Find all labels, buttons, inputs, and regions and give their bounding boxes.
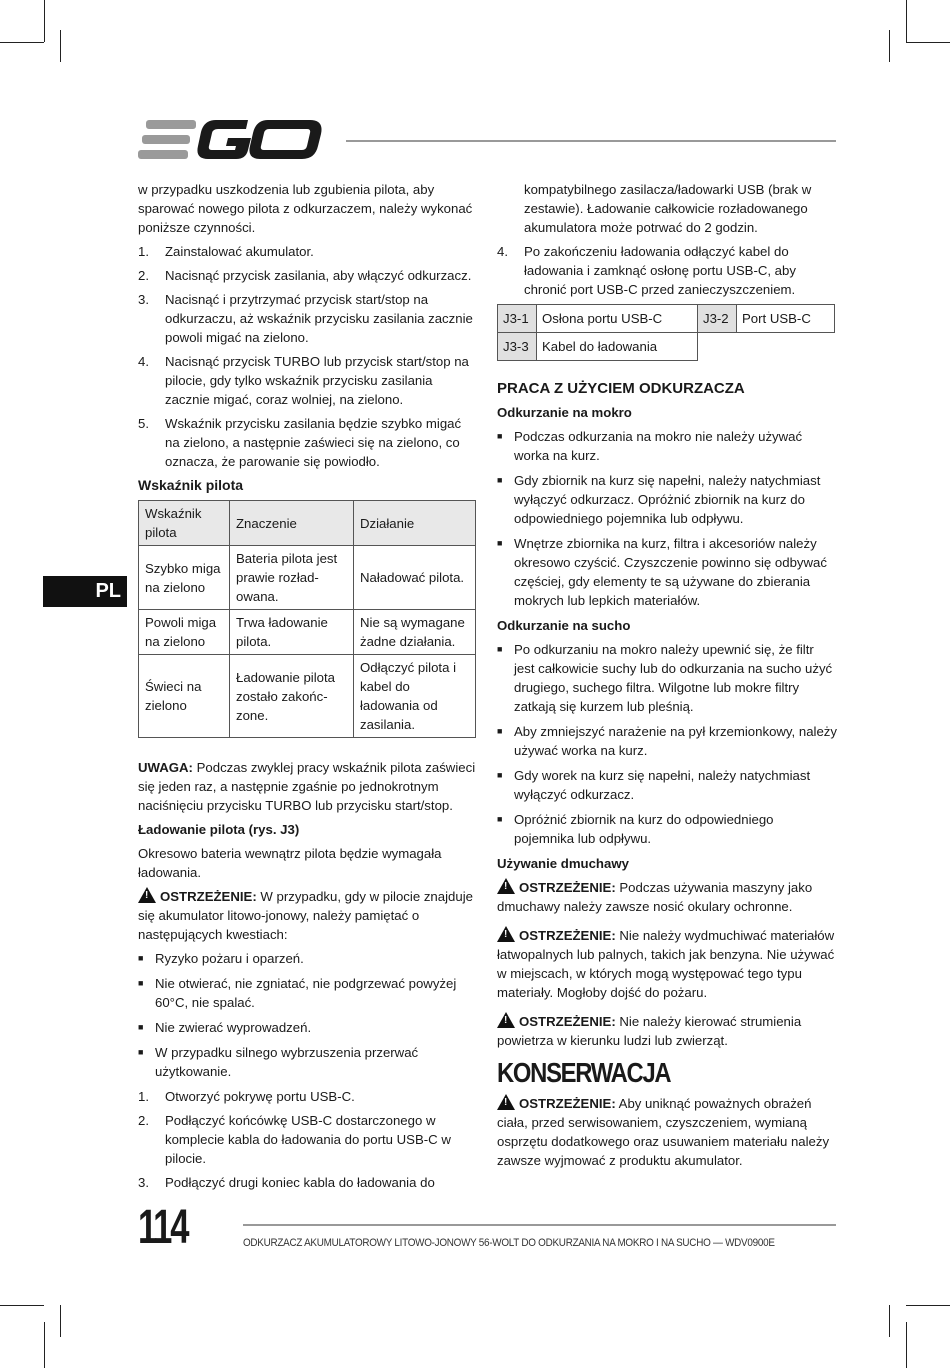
warning-label: OSTRZEŻENIE: — [519, 1096, 616, 1111]
step-text: Nacisnąć przycisk zasilania, aby włączyć odkurzacz. — [165, 268, 472, 283]
warning-paragraph — [497, 878, 837, 916]
note-paragraph — [138, 758, 476, 815]
empty-cell — [736, 333, 834, 361]
list-item-text: Nie zwierać wyprowadzeń. — [155, 1020, 312, 1035]
list-item-text: Gdy zbiornik na kurz się napełni, należy natychmiast wyłączyć odkurzacz. Opróżnić zbiornik na kurz do odpowiedniego pojemnika lub odpływu. — [514, 473, 821, 526]
table-row — [139, 655, 476, 738]
list-item-text: Ryzyko pożaru i oparzeń. — [155, 951, 304, 966]
section-title: PRACA Z UŻYCIEM ODKURZACZA — [497, 380, 745, 397]
crop-mark — [889, 1305, 890, 1337]
step-text: Po zakończeniu ładowania odłączyć kabel do ładowania i zamknąć osłonę portu USB-C, aby chronić port USB-C przed zanieczyszczeniem. — [524, 244, 796, 297]
step-number: 1. — [138, 244, 149, 259]
crop-mark — [0, 42, 44, 43]
charging-step — [138, 1173, 476, 1192]
step-number: 2. — [138, 268, 149, 283]
step-number: 4. — [497, 244, 508, 259]
table-cell: Trwa ładowanie pilota. — [230, 610, 354, 655]
step-text: Zainstalować akumulator. — [165, 244, 314, 259]
parts-table — [497, 304, 835, 361]
warning-paragraph — [497, 1094, 837, 1170]
step-text: Otworzyć pokrywę portu USB-C. — [165, 1089, 355, 1104]
list-item — [138, 1043, 476, 1081]
crop-mark — [0, 1305, 44, 1306]
warning-icon — [497, 1012, 515, 1028]
crop-mark — [906, 1305, 950, 1306]
warning-icon — [497, 1094, 515, 1110]
list-item — [138, 1018, 476, 1037]
continued-paragraph: kompatybilnego zasilacza/ładowarki USB (brak w zestawie). Ładowanie całkowicie rozładowanego akumulatora może potrwać do 2 godzin. — [524, 182, 812, 235]
bullet-icon: ■ — [138, 978, 144, 988]
list-item — [497, 722, 837, 760]
part-value: Osłona portu USB-C — [537, 305, 698, 333]
step-text: Nacisnąć i przytrzymać przycisk start/stop na odkurzaczu, aż wskaźnik przycisku zasilania zacznie powoli migać na zielono. — [165, 292, 473, 345]
crop-mark — [60, 30, 61, 62]
table-row — [498, 333, 835, 361]
table-cell: Bateria pilota jest prawie rozład-owana. — [230, 546, 354, 610]
pairing-step — [138, 266, 476, 285]
warning-label: OSTRZEŻENIE: — [519, 928, 616, 943]
note-label: UWAGA: — [138, 760, 193, 775]
part-key: J3-1 — [498, 305, 537, 333]
warning-text: Podczas używania maszyny jako dmuchawy należy zawsze nosić okulary ochronne. — [497, 880, 813, 914]
bullet-icon: ■ — [497, 814, 503, 824]
warning-label: OSTRZEŻENIE: — [160, 889, 257, 904]
list-item-text: Po odkurzaniu na mokro należy upewnić się, że filtr jest całkowicie suchy lub do odkurzania na sucho użyć drugiego, suchego filtra. Wilgotne lub mokre filtry zatkają się kurzem lub pleśnią. — [514, 642, 833, 714]
warning-text: Aby uniknąć poważnych obrażeń ciała, przed serwisowaniem, czyszczeniem, wymianą osprzętu dodatkowego oraz usuwaniem materiału należy zawsze wyjmować z produktu akumulator. — [497, 1096, 830, 1168]
list-item-text: Aby zmniejszyć narażenie na pył krzemionkowy, należy używać worka na kurz. — [514, 724, 837, 758]
table-cell: Szybko miga na zielono — [139, 546, 230, 610]
list-item-text: Wnętrze zbiornika na kurz, filtra i akcesoriów należy okresowo czyścić. Czyszczenie powinno się odbywać częściej, gdy elementy te są używane do zbierania mokrych lub lepkich materiałów. — [514, 536, 827, 608]
footer-rule — [243, 1224, 836, 1226]
table-cell: Odłączyć pilota i kabel do ładowania od zasilania. — [354, 655, 476, 738]
charging-step — [138, 1087, 476, 1106]
language-tab — [43, 576, 127, 607]
list-item — [497, 427, 837, 465]
pairing-step — [138, 290, 476, 347]
list-item-text: Nie otwierać, nie zgniatać, nie podgrzewać powyżej 60°C, nie spalać. — [155, 976, 457, 1010]
list-item — [497, 534, 837, 610]
bullet-icon: ■ — [497, 431, 503, 441]
table-cell: Nie są wymagane żadne działania. — [354, 610, 476, 655]
table-header-cell: Wskaźnik pilota — [139, 501, 230, 546]
charging-step — [138, 1111, 476, 1168]
crop-mark — [60, 1305, 61, 1337]
step-number: 4. — [138, 354, 149, 369]
part-key: J3-3 — [498, 333, 537, 361]
list-item — [497, 640, 837, 716]
empty-cell — [697, 333, 736, 361]
warning-text: Nie należy kierować strumienia powietrza w kierunku ludzi lub zwierząt. — [497, 1014, 802, 1048]
step-number: 3. — [138, 1175, 149, 1190]
list-item — [138, 949, 476, 968]
ego-logo — [138, 118, 326, 162]
table-cell: Świeci na zielono — [139, 655, 230, 738]
wet-heading: Odkurzanie na mokro — [497, 405, 632, 420]
step-number: 2. — [138, 1113, 149, 1128]
bullet-icon: ■ — [497, 538, 503, 548]
table-cell: Ładowanie pilota zostało zakońc-zone. — [230, 655, 354, 738]
step-text: Nacisnąć przycisk TURBO lub przycisk start/stop na pilocie, gdy tylko wskaźnik przycisku zasilania zacznie migać, coraz wolniej, na zielono. — [165, 354, 469, 407]
warning-icon — [497, 878, 515, 894]
blower-heading: Używanie dmuchawy — [497, 856, 629, 871]
list-item-text: W przypadku silnego wybrzuszenia przerwać użytkowanie. — [155, 1045, 419, 1079]
warning-icon — [138, 887, 156, 903]
note-text: Podczas zwyklej pracy wskaźnik pilota zaświeci się jeden raz, a następnie zgaśnie po jednokrotnym naciśnięciu przycisku TURBO lub przycisku start/stop. — [138, 760, 476, 813]
maintenance-title: KONSERWACJA — [497, 1057, 671, 1088]
step-number: 5. — [138, 416, 149, 431]
left-column — [138, 180, 476, 1197]
warning-text: W przypadku, gdy w pilocie znajduje się akumulator litowo-jonowy, należy pamiętać o następujących kwestiach: — [138, 889, 473, 942]
warning-paragraph — [497, 926, 837, 1002]
list-item — [497, 471, 837, 528]
dry-heading: Odkurzanie na sucho — [497, 618, 631, 633]
list-item — [497, 810, 837, 848]
pairing-step — [138, 352, 476, 409]
bullet-icon: ■ — [497, 770, 503, 780]
table-cell: Powoli miga na zielono — [139, 610, 230, 655]
indicator-table — [138, 500, 476, 738]
charging-step — [497, 242, 837, 299]
table-row — [498, 305, 835, 333]
bullet-icon: ■ — [138, 1022, 144, 1032]
step-number: 1. — [138, 1089, 149, 1104]
bullet-icon: ■ — [497, 475, 503, 485]
bullet-icon: ■ — [497, 644, 503, 654]
footer-text: ODKURZACZ AKUMULATOROWY LITOWO-JONOWY 56-WOLT DO ODKURZANIA NA MOKRO I NA SUCHO — WDV0900E — [243, 1237, 775, 1249]
page-number: 114 — [138, 1201, 188, 1254]
language-tab-label: PL — [95, 580, 121, 602]
charging-text: Okresowo bateria wewnątrz pilota będzie wymagała ładowania. — [138, 846, 442, 880]
list-item-text: Opróżnić zbiornik na kurz do odpowiedniego pojemnika lub odpływu. — [514, 812, 774, 846]
step-number: 3. — [138, 292, 149, 307]
list-item-text: Podczas odkurzania na mokro nie należy używać worka na kurz. — [514, 429, 803, 463]
table-heading: Wskaźnik pilota — [138, 477, 244, 493]
part-key: J3-2 — [697, 305, 736, 333]
bullet-icon: ■ — [497, 726, 503, 736]
bullet-icon: ■ — [138, 953, 144, 963]
pairing-step — [138, 414, 476, 471]
crop-mark — [44, 0, 45, 42]
warning-paragraph — [138, 887, 476, 944]
crop-mark — [889, 30, 890, 62]
table-row — [139, 610, 476, 655]
table-header-cell: Znaczenie — [230, 501, 354, 546]
warning-paragraph — [497, 1012, 837, 1050]
warning-text: Nie należy wydmuchiwać materiałów łatwopalnych lub palnych, takich jak benzyna. Nie używać w miejscach, w których mogą występować tego typu materiały. Mogłoby dojść do pożaru. — [497, 928, 835, 1000]
table-header-cell: Działanie — [354, 501, 476, 546]
intro-paragraph: w przypadku uszkodzenia lub zgubienia pilota, aby sparować nowego pilota z odkurzaczem, należy wykonać poniższe czynności. — [138, 182, 473, 235]
warning-label: OSTRZEŻENIE: — [519, 880, 616, 895]
bullet-icon: ■ — [138, 1047, 144, 1057]
header-rule — [346, 140, 836, 142]
table-header-row — [139, 501, 476, 546]
warning-icon — [497, 926, 515, 942]
warning-label: OSTRZEŻENIE: — [519, 1014, 616, 1029]
list-item-text: Gdy worek na kurz się napełni, należy natychmiast wyłączyć odkurzacz. — [514, 768, 811, 802]
step-text: Podłączyć końcówkę USB-C dostarczonego w komplecie kabla do ładowania do portu USB-C w pilocie. — [165, 1113, 451, 1166]
table-row — [139, 546, 476, 610]
list-item — [497, 766, 837, 804]
crop-mark — [44, 1322, 45, 1368]
charging-heading: Ładowanie pilota (rys. J3) — [138, 822, 300, 837]
pairing-step — [138, 242, 476, 261]
part-value: Port USB-C — [736, 305, 834, 333]
right-column — [497, 180, 837, 1175]
list-item — [138, 974, 476, 1012]
part-value: Kabel do ładowania — [537, 333, 698, 361]
crop-mark — [906, 1322, 907, 1368]
crop-mark — [906, 0, 907, 42]
step-text: Wskaźnik przycisku zasilania będzie szybko migać na zielono, a następnie zaświeci się na zielono, co oznacza, że parowanie się powiodło. — [165, 416, 462, 469]
crop-mark — [906, 42, 950, 43]
table-cell: Naładować pilota. — [354, 546, 476, 610]
step-text: Podłączyć drugi koniec kabla do ładowania do — [165, 1175, 435, 1190]
